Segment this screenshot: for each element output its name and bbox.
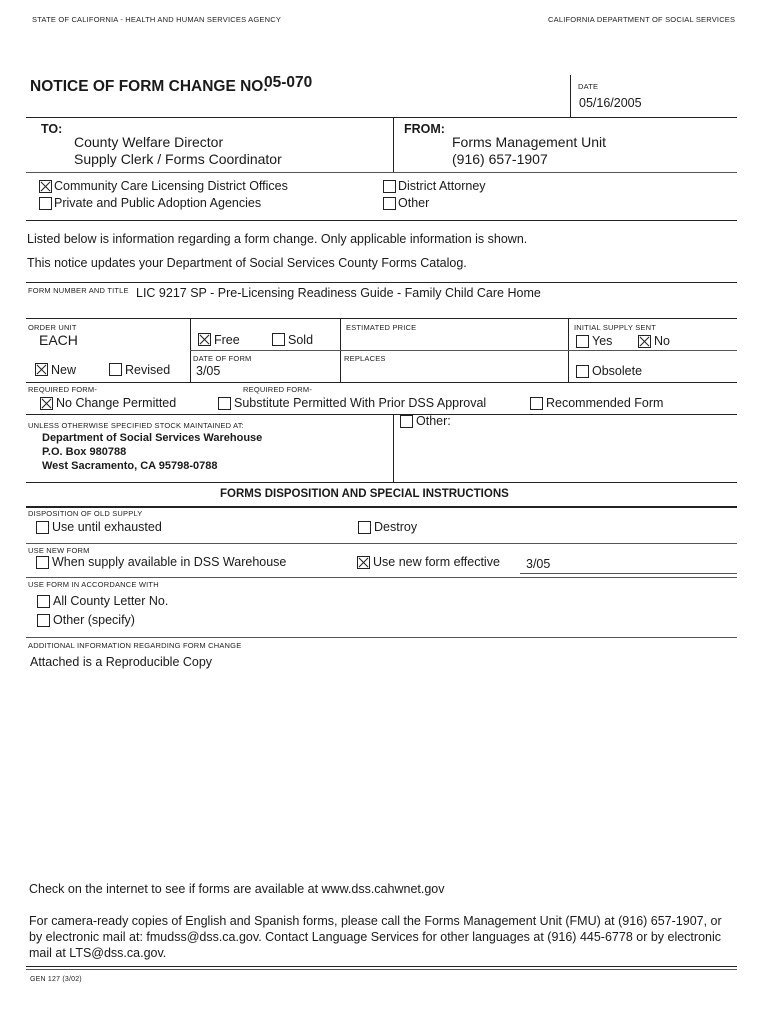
divider <box>26 577 737 578</box>
grid-line <box>393 414 394 482</box>
date-of-form-label: DATE OF FORM <box>193 354 252 363</box>
form-code: GEN 127 (3/02) <box>30 976 82 983</box>
revised-label: Revised <box>125 363 171 377</box>
divider <box>26 637 737 638</box>
to-line2: Supply Clerk / Forms Coordinator <box>74 151 282 167</box>
recommended-checkbox[interactable] <box>530 397 543 410</box>
order-unit-value: EACH <box>39 332 78 348</box>
divider <box>26 172 737 173</box>
yes-checkbox[interactable] <box>576 335 589 348</box>
divider <box>26 382 737 383</box>
divider <box>26 414 737 415</box>
divider <box>26 117 737 118</box>
divider <box>26 220 737 221</box>
substitute-checkbox[interactable] <box>218 397 231 410</box>
no-change-checkbox[interactable] <box>40 397 53 410</box>
to-from-divider <box>393 117 394 172</box>
sold-checkbox[interactable] <box>272 333 285 346</box>
new-label: New <box>51 363 77 377</box>
from-label: FROM: <box>404 122 445 136</box>
all-county-label: All County Letter No. <box>53 594 169 608</box>
no-change-label: No Change Permitted <box>56 396 177 410</box>
intro-line2: This notice updates your Department of Social Services County Forms Catalog. <box>27 256 467 270</box>
order-unit-label: ORDER UNIT <box>28 323 77 332</box>
destroy-label: Destroy <box>374 520 418 534</box>
old-supply-label: DISPOSITION OF OLD SUPPLY <box>28 509 143 518</box>
divider <box>26 969 737 970</box>
use-until-checkbox[interactable] <box>36 521 49 534</box>
recipient-checkbox-other[interactable] <box>383 197 396 210</box>
when-supply-checkbox[interactable] <box>36 556 49 569</box>
replaces-label: REPLACES <box>344 354 386 363</box>
additional-info-value: Attached is a Reproducible Copy <box>30 655 213 669</box>
date-of-form-value: 3/05 <box>196 364 221 378</box>
form-number-value: LIC 9217 SP - Pre-Licensing Readiness Guide - Family Child Care Home <box>136 286 541 300</box>
other-specify-label: Other (specify) <box>53 613 135 627</box>
divider <box>26 506 737 508</box>
stock-line3: West Sacramento, CA 95798-0788 <box>42 460 218 472</box>
from-line1: Forms Management Unit <box>452 134 607 150</box>
stock-line1: Department of Social Services Warehouse <box>42 432 263 444</box>
divider <box>26 482 737 483</box>
recipient-label-adoption: Private and Public Adoption Agencies <box>54 196 262 210</box>
estimated-price-label: ESTIMATED PRICE <box>346 323 417 332</box>
agency-left: STATE OF CALIFORNIA - HEALTH AND HUMAN SERVICES AGENCY <box>32 15 282 24</box>
obsolete-checkbox[interactable] <box>576 365 589 378</box>
internet-note: Check on the internet to see if forms are available at www.dss.cahwnet.gov <box>29 882 445 896</box>
use-new-effective-label: Use new form effective <box>373 555 500 569</box>
all-county-checkbox[interactable] <box>37 595 50 608</box>
effective-date-value: 3/05 <box>526 557 551 571</box>
camera-ready-line1: For camera-ready copies of English and Spanish forms, please call the Forms Management Unit (FMU) at (916) 657-1907, or <box>29 914 722 928</box>
camera-ready-line2: by electronic mail at: fmudss@dss.ca.gov. Contact Language Services for other languages at (916) 445-6778 or by electronic <box>29 930 721 944</box>
other-checkbox[interactable] <box>400 415 413 428</box>
disposition-heading: FORMS DISPOSITION AND SPECIAL INSTRUCTIONS <box>220 488 509 500</box>
obsolete-label: Obsolete <box>592 364 643 378</box>
sold-label: Sold <box>288 333 314 347</box>
date-label: DATE <box>578 82 599 91</box>
substitute-label: Substitute Permitted With Prior DSS Approval <box>234 396 487 410</box>
when-supply-label: When supply available in DSS Warehouse <box>52 555 287 569</box>
use-new-effective-checkbox[interactable] <box>357 556 370 569</box>
to-line1: County Welfare Director <box>74 134 224 150</box>
recipient-label-ccl: Community Care Licensing District Offices <box>54 179 288 193</box>
no-label: No <box>654 334 670 348</box>
stock-label: UNLESS OTHERWISE SPECIFIED STOCK MAINTAINED AT: <box>28 421 244 430</box>
revised-checkbox[interactable] <box>109 363 122 376</box>
initial-supply-label: INITIAL SUPPLY SENT <box>574 323 657 332</box>
date-box-border <box>570 75 571 117</box>
recipient-checkbox-adoption[interactable] <box>39 197 52 210</box>
other-specify-checkbox[interactable] <box>37 614 50 627</box>
form-number-label: FORM NUMBER AND TITLE <box>28 286 129 295</box>
divider <box>190 350 737 351</box>
additional-info-label: ADDITIONAL INFORMATION REGARDING FORM CHANGE <box>28 641 242 650</box>
use-new-label: USE NEW FORM <box>28 546 90 555</box>
to-label: TO: <box>41 122 63 136</box>
divider <box>26 318 737 319</box>
other-label: Other: <box>416 414 451 428</box>
recommended-label: Recommended Form <box>546 396 664 410</box>
notice-title: NOTICE OF FORM CHANGE NO. <box>30 78 268 95</box>
new-checkbox[interactable] <box>35 363 48 376</box>
intro-line1: Listed below is information regarding a form change. Only applicable information is shown. <box>27 232 528 246</box>
recipient-checkbox-da[interactable] <box>383 180 396 193</box>
no-checkbox[interactable] <box>638 335 651 348</box>
free-label: Free <box>214 333 240 347</box>
destroy-checkbox[interactable] <box>358 521 371 534</box>
divider <box>26 543 737 544</box>
accordance-label: USE FORM IN ACCORDANCE WITH <box>28 580 159 589</box>
divider <box>520 573 737 574</box>
recipient-label-da: District Attorney <box>398 179 486 193</box>
required-form-label: REQUIRED FORM- <box>28 385 98 394</box>
yes-label: Yes <box>592 334 613 348</box>
stock-line2: P.O. Box 980788 <box>42 446 127 458</box>
from-line2: (916) 657-1907 <box>452 151 548 167</box>
free-checkbox[interactable] <box>198 333 211 346</box>
notice-number: 05-070 <box>264 74 313 91</box>
divider <box>26 966 737 967</box>
use-until-label: Use until exhausted <box>52 520 162 534</box>
recipient-label-other: Other <box>398 196 430 210</box>
recipient-checkbox-ccl[interactable] <box>39 180 52 193</box>
agency-right: CALIFORNIA DEPARTMENT OF SOCIAL SERVICES <box>548 15 736 24</box>
date-value: 05/16/2005 <box>579 96 642 110</box>
required-form-label-2: REQUIRED FORM- <box>243 385 313 394</box>
camera-ready-line3: mail at LTS@dss.ca.gov. <box>29 946 167 960</box>
divider <box>26 282 737 283</box>
